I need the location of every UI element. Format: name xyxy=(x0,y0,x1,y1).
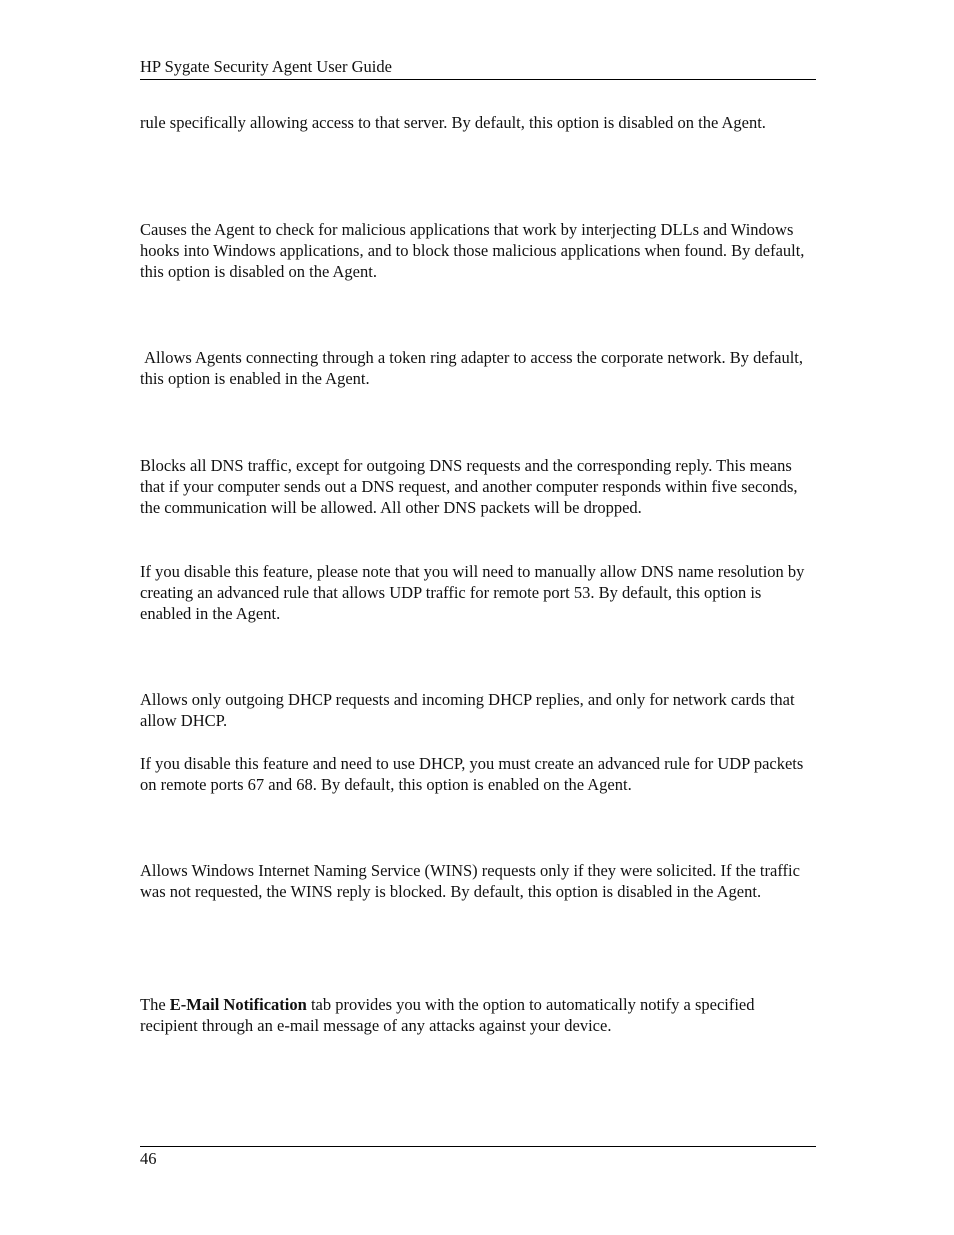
header-divider xyxy=(140,79,816,80)
paragraph-dhcp-allow: Allows only outgoing DHCP requests and incoming DHCP replies, and only for network cards that allow DHCP. xyxy=(140,690,795,731)
paragraph-dns-disable: If you disable this feature, please note that you will need to manually allow DNS name resolution by creating an advanced rule that allows UDP traffic for remote port 53. By default, this option is enabled in the Agent. xyxy=(140,562,805,624)
paragraph-dhcp-disable: If you disable this feature and need to use DHCP, you must create an advanced rule for UDP packets on remote ports 67 and 68. By default, this option is enabled on the Agent. xyxy=(140,754,804,795)
email-description-text: tab provides you with the option to automatically notify a specified recipient through an e-mail message of any attacks against your device. xyxy=(140,995,759,1036)
page-number: 46 xyxy=(140,1149,157,1168)
paragraph-wins: Allows Windows Internet Naming Service (WINS) requests only if they were solicited. If the traffic was not requested, the WINS reply is blocked. By default, this option is disabled in the Agent. xyxy=(140,861,800,902)
paragraph-email-notification xyxy=(140,994,816,1036)
paragraph-token-ring: Allows Agents connecting through a token ring adapter to access the corporate network. By default, this option is enabled in the Agent. xyxy=(140,348,808,389)
paragraph-dns-block: Blocks all DNS traffic, except for outgoing DNS requests and the corresponding reply. This means that if your computer sends out a DNS request, and another computer responds within five seconds, the communication will be allowed. All other DNS packets will be dropped. xyxy=(140,456,798,518)
paragraph-server-rule: rule specifically allowing access to that server. By default, this option is disabled on the Agent. xyxy=(140,113,766,132)
running-header: HP Sygate Security Agent User Guide xyxy=(140,57,392,76)
paragraph-dll-check: Causes the Agent to check for malicious applications that work by interjecting DLLs and Windows hooks into Windows applications, and to block those malicious applications when found. By default, this option is disabled on the Agent. xyxy=(140,220,805,282)
email-notification-tab-name: E-Mail Notification xyxy=(169,995,307,1014)
footer-divider xyxy=(140,1146,816,1147)
email-intro-text: The xyxy=(140,995,170,1014)
